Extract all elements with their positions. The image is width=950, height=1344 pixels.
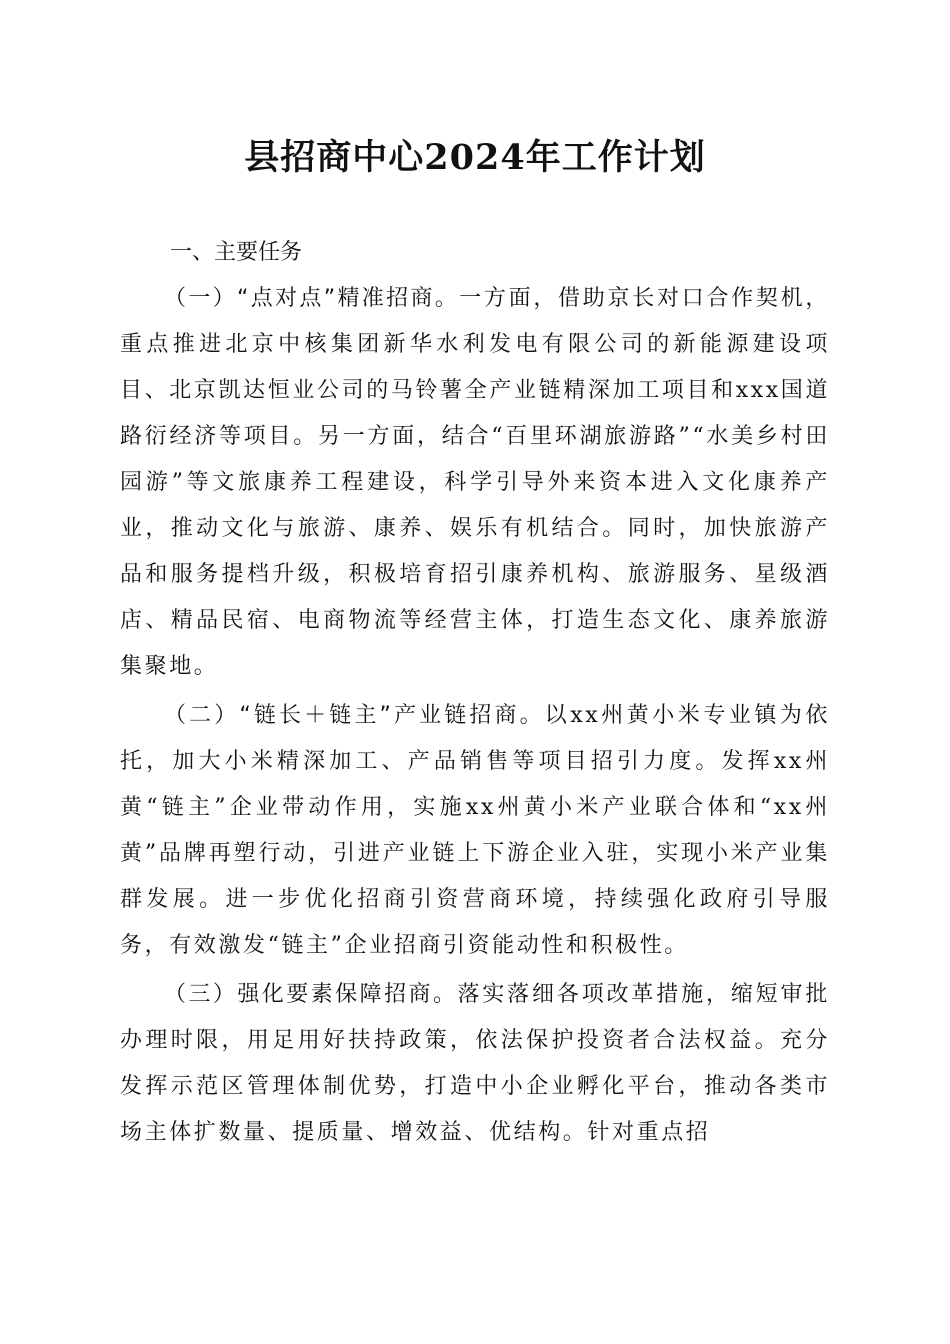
paragraph-1-body: 一方面，借助京长对口合作契机，重点推进北京中核集团新华水利发电有限公司的新能源建设项目、北京凯达恒业公司的马铃薯全产业链精深加工项目和xxx国道路衍经济等项目。另一方面，结合“百里环湖旅游路”“水美乡村田园游”等文旅康养工程建设，科学引导外来资本进入文化康养产业，推动文化与旅游、康养、娱乐有机结合。同时，加快旅游产品和服务提档升级，积极培育招引康养机构、旅游服务、星级酒店、精品民宿、电商物流等经营主体，打造生态文化、康养旅游集聚地。	[120, 286, 830, 679]
paragraph-2-lead: （二）“链长＋链主”产业链招商。	[164, 703, 545, 728]
paragraph-1-lead: （一）“点对点”精准招商。	[164, 286, 460, 311]
section-heading: 一、主要任务	[170, 240, 303, 265]
document-title: 县招商中心2024年工作计划	[244, 137, 706, 178]
paragraph-2	[120, 693, 830, 969]
paragraph-3	[120, 972, 830, 1156]
paragraph-2-body: 以xx州黄小米专业镇为依托，加大小米精深加工、产品销售等项目招引力度。发挥xx州黄“链主”企业带动作用，实施xx州黄小米产业联合体和“xx州黄”品牌再塑行动，引进产业链上下游企业入驻，实现小米产业集群发展。进一步优化招商引资营商环境，持续强化政府引导服务，有效激发“链主”企业招商引资能动性和积极性。	[120, 703, 831, 958]
paragraph-1	[120, 276, 830, 690]
paragraph-3-body: 落实落细各项改革措施，缩短审批办理时限，用足用好扶持政策，依法保护投资者合法权益。充分发挥示范区管理体制优势，打造中小企业孵化平台，推动各类市场主体扩数量、提质量、增效益、优结构。针对重点招	[120, 982, 830, 1145]
document-body	[120, 230, 830, 1159]
paragraph-3-lead: （三）强化要素保障招商。	[164, 982, 458, 1007]
